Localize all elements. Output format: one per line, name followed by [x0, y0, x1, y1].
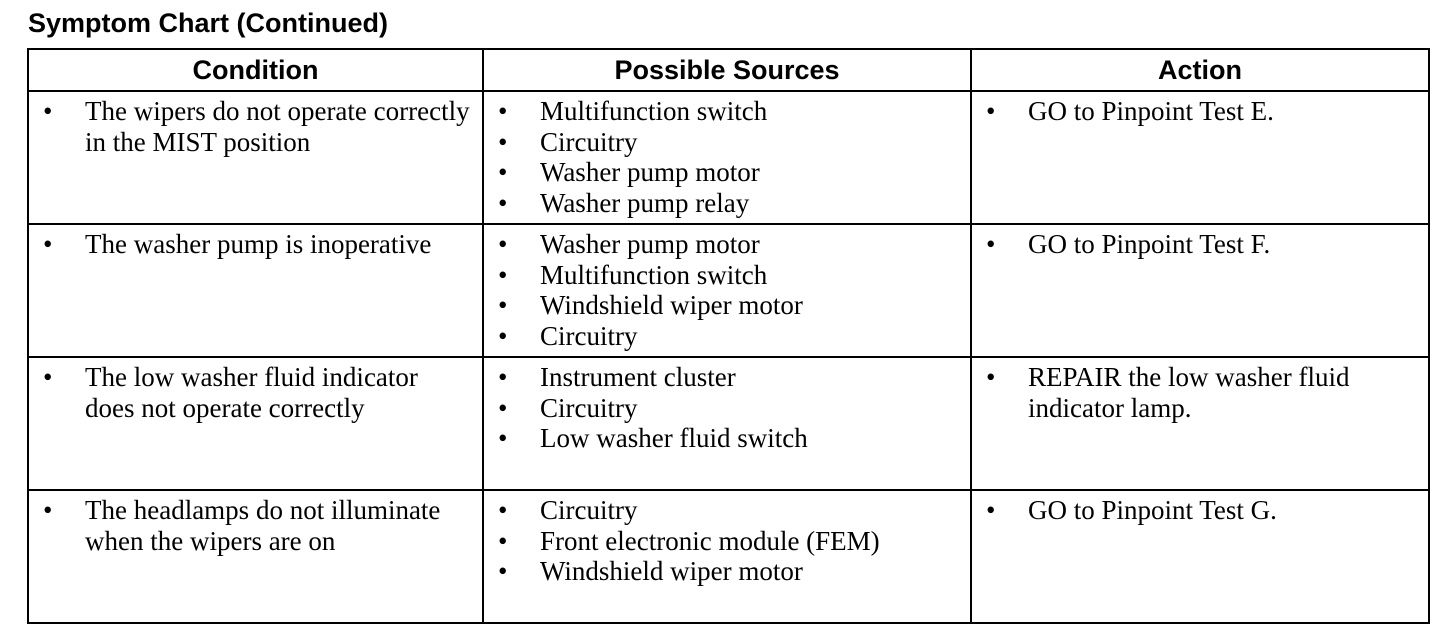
- source-text: Instrument cluster: [540, 362, 736, 392]
- source-item: [484, 96, 962, 127]
- sources-cell: [483, 357, 971, 490]
- condition-item: [29, 362, 474, 423]
- source-text: Washer pump motor: [540, 229, 760, 259]
- bullet-icon: •: [498, 495, 508, 525]
- source-item: [484, 127, 962, 158]
- source-text: Front electronic module (FEM): [540, 525, 880, 556]
- bullet-icon: •: [986, 495, 996, 525]
- action-text: GO to Pinpoint Test E.: [1028, 96, 1274, 126]
- action-text: GO to Pinpoint Test F.: [1028, 229, 1271, 259]
- condition-cell: [28, 224, 483, 357]
- action-item: [972, 229, 1420, 260]
- symptom-table: [27, 48, 1430, 624]
- action-cell: [971, 357, 1429, 490]
- action-item: [972, 362, 1420, 423]
- sources-cell: [483, 490, 971, 623]
- condition-text: The wipers do not operate correctly in the MIST position: [85, 96, 470, 157]
- sources-cell: [483, 224, 971, 357]
- action-cell: [971, 224, 1429, 357]
- bullet-icon: •: [498, 229, 508, 259]
- bullet-icon: •: [43, 362, 53, 392]
- bullet-icon: •: [498, 290, 508, 320]
- bullet-icon: •: [498, 362, 508, 392]
- source-item: [484, 321, 962, 352]
- table-row: [28, 357, 1429, 490]
- source-item: [484, 526, 962, 557]
- source-text: Circuitry: [540, 392, 638, 423]
- table-row: [28, 224, 1429, 357]
- bullet-icon: •: [43, 495, 53, 525]
- source-item: [484, 260, 962, 291]
- source-text: Circuitry: [540, 126, 638, 157]
- source-item: [484, 393, 962, 424]
- bullet-icon: •: [498, 96, 508, 126]
- bullet-icon: •: [986, 362, 996, 392]
- action-cell: [971, 91, 1429, 224]
- source-text: Washer pump relay: [540, 187, 750, 218]
- source-text: Washer pump motor: [540, 157, 760, 187]
- condition-header: Condition: [28, 49, 483, 91]
- page-title: Symptom Chart (Continued): [28, 8, 388, 38]
- condition-text: The headlamps do not illuminate when the wipers are on: [85, 495, 441, 556]
- action-cell: [971, 490, 1429, 623]
- bullet-icon: •: [498, 187, 508, 218]
- condition-cell: [28, 490, 483, 623]
- source-text: Windshield wiper motor: [540, 556, 803, 586]
- action-header: Action: [971, 49, 1429, 91]
- source-item: [484, 362, 962, 393]
- condition-item: [29, 96, 474, 157]
- source-text: Multifunction switch: [540, 259, 768, 290]
- action-text: REPAIR the low washer fluid indicator lamp.: [1028, 362, 1350, 423]
- action-item: [972, 96, 1420, 127]
- source-item: [484, 290, 962, 321]
- table-row: [28, 91, 1429, 224]
- bullet-icon: •: [43, 229, 53, 259]
- bullet-icon: •: [498, 157, 508, 187]
- condition-item: [29, 495, 474, 556]
- bullet-icon: •: [498, 392, 508, 423]
- bullet-icon: •: [986, 96, 996, 126]
- bullet-icon: •: [986, 229, 996, 259]
- source-item: [484, 229, 962, 260]
- sources-cell: [483, 91, 971, 224]
- source-item: [484, 556, 962, 587]
- bullet-icon: •: [498, 525, 508, 556]
- bullet-icon: •: [498, 556, 508, 586]
- source-item: [484, 423, 962, 454]
- condition-item: [29, 229, 474, 260]
- condition-text: The washer pump is inoperative: [85, 229, 432, 259]
- action-item: [972, 495, 1420, 526]
- bullet-icon: •: [498, 259, 508, 290]
- condition-cell: [28, 91, 483, 224]
- bullet-icon: •: [498, 320, 508, 351]
- source-text: Multifunction switch: [540, 96, 768, 126]
- source-text: Low washer fluid switch: [540, 423, 808, 453]
- source-text: Windshield wiper motor: [540, 290, 803, 320]
- source-item: [484, 157, 962, 188]
- condition-cell: [28, 357, 483, 490]
- condition-text: The low washer fluid indicator does not operate correctly: [85, 362, 418, 423]
- table-row: [28, 490, 1429, 623]
- bullet-icon: •: [498, 126, 508, 157]
- source-item: [484, 495, 962, 526]
- possible-sources-header: Possible Sources: [483, 49, 971, 91]
- header-row: [28, 49, 1429, 91]
- bullet-icon: •: [498, 423, 508, 453]
- source-text: Circuitry: [540, 495, 638, 525]
- source-text: Circuitry: [540, 320, 638, 351]
- source-item: [484, 188, 962, 219]
- action-text: GO to Pinpoint Test G.: [1028, 495, 1277, 525]
- bullet-icon: •: [43, 96, 53, 126]
